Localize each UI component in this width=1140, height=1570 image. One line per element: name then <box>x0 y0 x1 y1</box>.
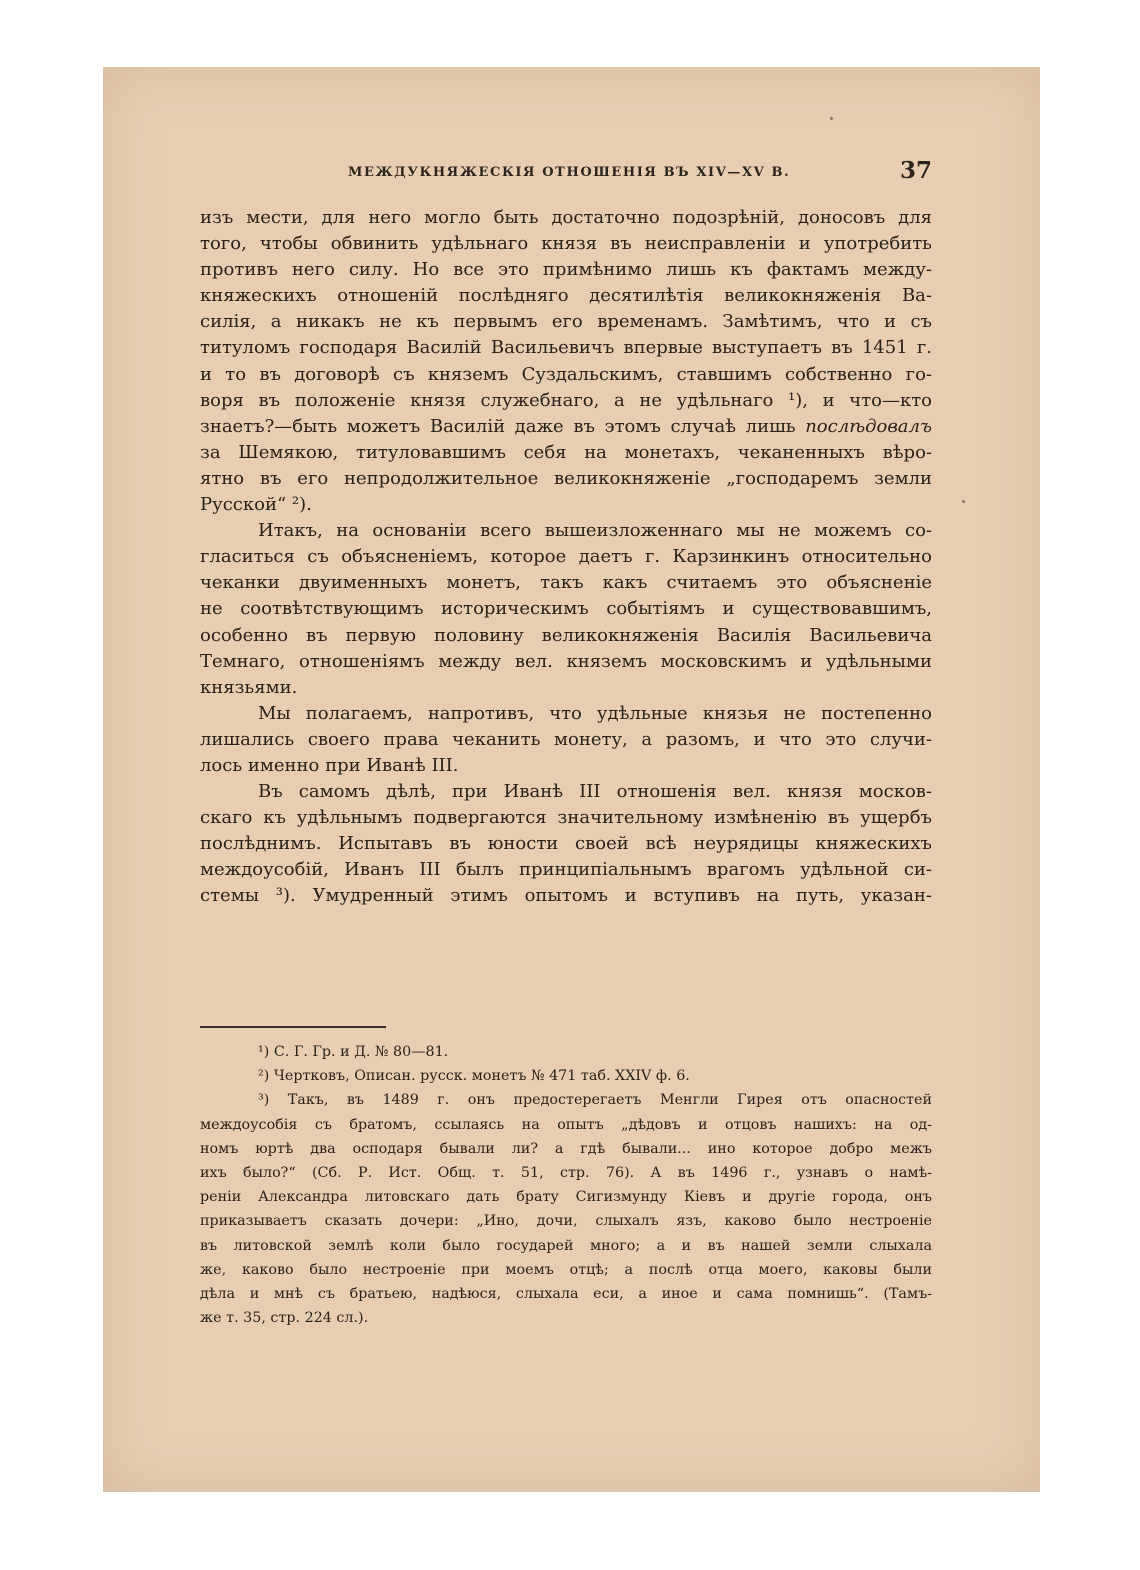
footnote-2 <box>200 1064 932 1088</box>
text-line: не соотвѣтствующимъ историческимъ событіямъ и существовавшимъ, <box>200 598 932 620</box>
text-line: силія, а никакъ не къ первымъ его временамъ. Замѣтимъ, что и съ <box>200 311 932 333</box>
footnote-line: же, каково было нестроеніе при моемъ отцѣ; а послѣ отца моего, каковы были <box>200 1261 932 1278</box>
footnote-line: номъ юртѣ два осподаря бывали ли? а гдѣ бывали... ино которое добро межъ <box>200 1140 932 1157</box>
italic-word: послѣдовалъ <box>805 415 932 437</box>
running-title: МЕЖДУКНЯЖЕСКІЯ ОТНОШЕНІЯ ВЪ XIV—XV В. <box>348 165 791 180</box>
page-header <box>200 157 932 191</box>
footnote-line: реніи Александра литовскаго дать брату Сигизмунду Кіевъ и другіе города, онъ <box>200 1189 932 1206</box>
text-line: лишались своего права чеканить монету, а разомъ, и что это случи- <box>200 728 932 750</box>
footnote-divider <box>200 1026 386 1028</box>
text-line: воря въ положеніе князя служебнаго, а не удѣльнаго ¹), и что—кто <box>200 389 932 411</box>
text-line: стемы ³). Умудренный этимъ опытомъ и вступивъ на путь, указан- <box>200 885 932 907</box>
paper-speck <box>962 500 965 503</box>
footnote-line: ¹) С. Г. Гр. и Д. № 80—81. <box>258 1044 449 1060</box>
footnote-line: ²) Чертковъ, Описан. русск. монетъ № 471 таб. XXIV ф. 6. <box>258 1068 690 1085</box>
footnote-line: междоусобія съ братомъ, ссылаясь на опытъ „дѣдовъ и отцовъ нашихъ: на од- <box>200 1116 932 1133</box>
paragraph-1 <box>200 205 932 518</box>
text-line: гласиться съ объясненіемъ, которое даетъ г. Карзинкинъ относительно <box>200 546 932 568</box>
text-line: князьями. <box>200 676 298 698</box>
text-line: скаго къ удѣльнымъ подвергаются значительному измѣненію въ ущербъ <box>200 807 932 829</box>
text-line: Въ самомъ дѣлѣ, при Иванѣ III отношенія вел. князя москов- <box>258 781 932 803</box>
footnote-3 <box>200 1088 932 1330</box>
text-line: титуломъ господаря Василій Васильевичъ впервые выступаетъ въ 1451 г. <box>200 337 932 359</box>
text-line: за Шемякою, титуловавшимъ себя на монетахъ, чеканенныхъ вѣро- <box>200 441 932 463</box>
text-line: междоусобій, Иванъ III былъ принципіальнымъ врагомъ удѣльной си- <box>200 859 932 881</box>
footnote-line: же т. 35, стр. 224 сл.). <box>200 1310 369 1327</box>
paragraph-4 <box>200 779 932 909</box>
text-line: Темнаго, отношеніямъ между вел. княземъ московскимъ и удѣльными <box>200 650 932 672</box>
text-line: изъ мести, для него могло быть достаточно подозрѣній, доносовъ для <box>200 207 932 228</box>
page-number: 37 <box>899 157 932 184</box>
text-line: противъ него силу. Но все это примѣнимо лишь къ фактамъ между- <box>200 259 932 281</box>
text-line: чеканки двуименныхъ монетъ, такъ какъ считаемъ это объясненіе <box>200 572 932 594</box>
paper-speck <box>830 117 833 120</box>
text-fragment: знаетъ?—быть можетъ Василій даже въ этомъ случаѣ лишь <box>200 415 796 437</box>
footnote-line: приказываетъ сказать дочери: „Ино, дочи, слыхалъ язъ, каково было нестроеніе <box>200 1213 932 1230</box>
paragraph-2 <box>200 518 932 701</box>
text-line: княжескихъ отношеній послѣдняго десятилѣтія великокняженія Ва- <box>200 285 932 307</box>
text-line: особенно въ первую половину великокняженія Василія Васильевича <box>200 624 932 646</box>
paragraph-3 <box>200 701 932 779</box>
footnotes <box>200 1040 932 1330</box>
text-line: Итакъ, на основаніи всего вышеизложеннаго мы не можемъ со- <box>258 520 932 542</box>
footnote-1 <box>200 1040 932 1064</box>
footnote-line: въ литовской землѣ коли было государей много; а и въ нашей земли слыхала <box>200 1237 932 1254</box>
footnote-line: дѣла и мнѣ съ братьею, надѣюся, слыхала еси, а иное и сама помнишь“. (Тамъ- <box>200 1286 932 1303</box>
footnote-line: ихъ было?“ (Сб. Р. Ист. Общ. т. 51, стр. 76). А въ 1496 г., узнавъ о намѣ- <box>200 1165 932 1182</box>
text-line: и то въ договорѣ съ княземъ Суздальскимъ, ставшимъ собственно го- <box>200 363 932 385</box>
text-line-with-italic <box>200 414 932 440</box>
text-line: Русской“ ²). <box>200 494 312 516</box>
footnote-line: ³) Такъ, въ 1489 г. онъ предостерегаетъ Менгли Гирея отъ опасностей <box>258 1092 932 1109</box>
text-line: того, чтобы обвинить удѣльнаго князя въ неисправленіи и употребить <box>200 233 932 255</box>
text-line: лось именно при Иванѣ III. <box>200 754 459 776</box>
text-line: ятно въ его непродолжительное великокняженіе „господаремъ земли <box>200 467 932 489</box>
main-text <box>200 205 932 910</box>
text-line: послѣднимъ. Испытавъ въ юности своей всѣ неурядицы княжескихъ <box>200 833 932 855</box>
text-line: Мы полагаемъ, напротивъ, что удѣльные князья не постепенно <box>258 702 932 724</box>
